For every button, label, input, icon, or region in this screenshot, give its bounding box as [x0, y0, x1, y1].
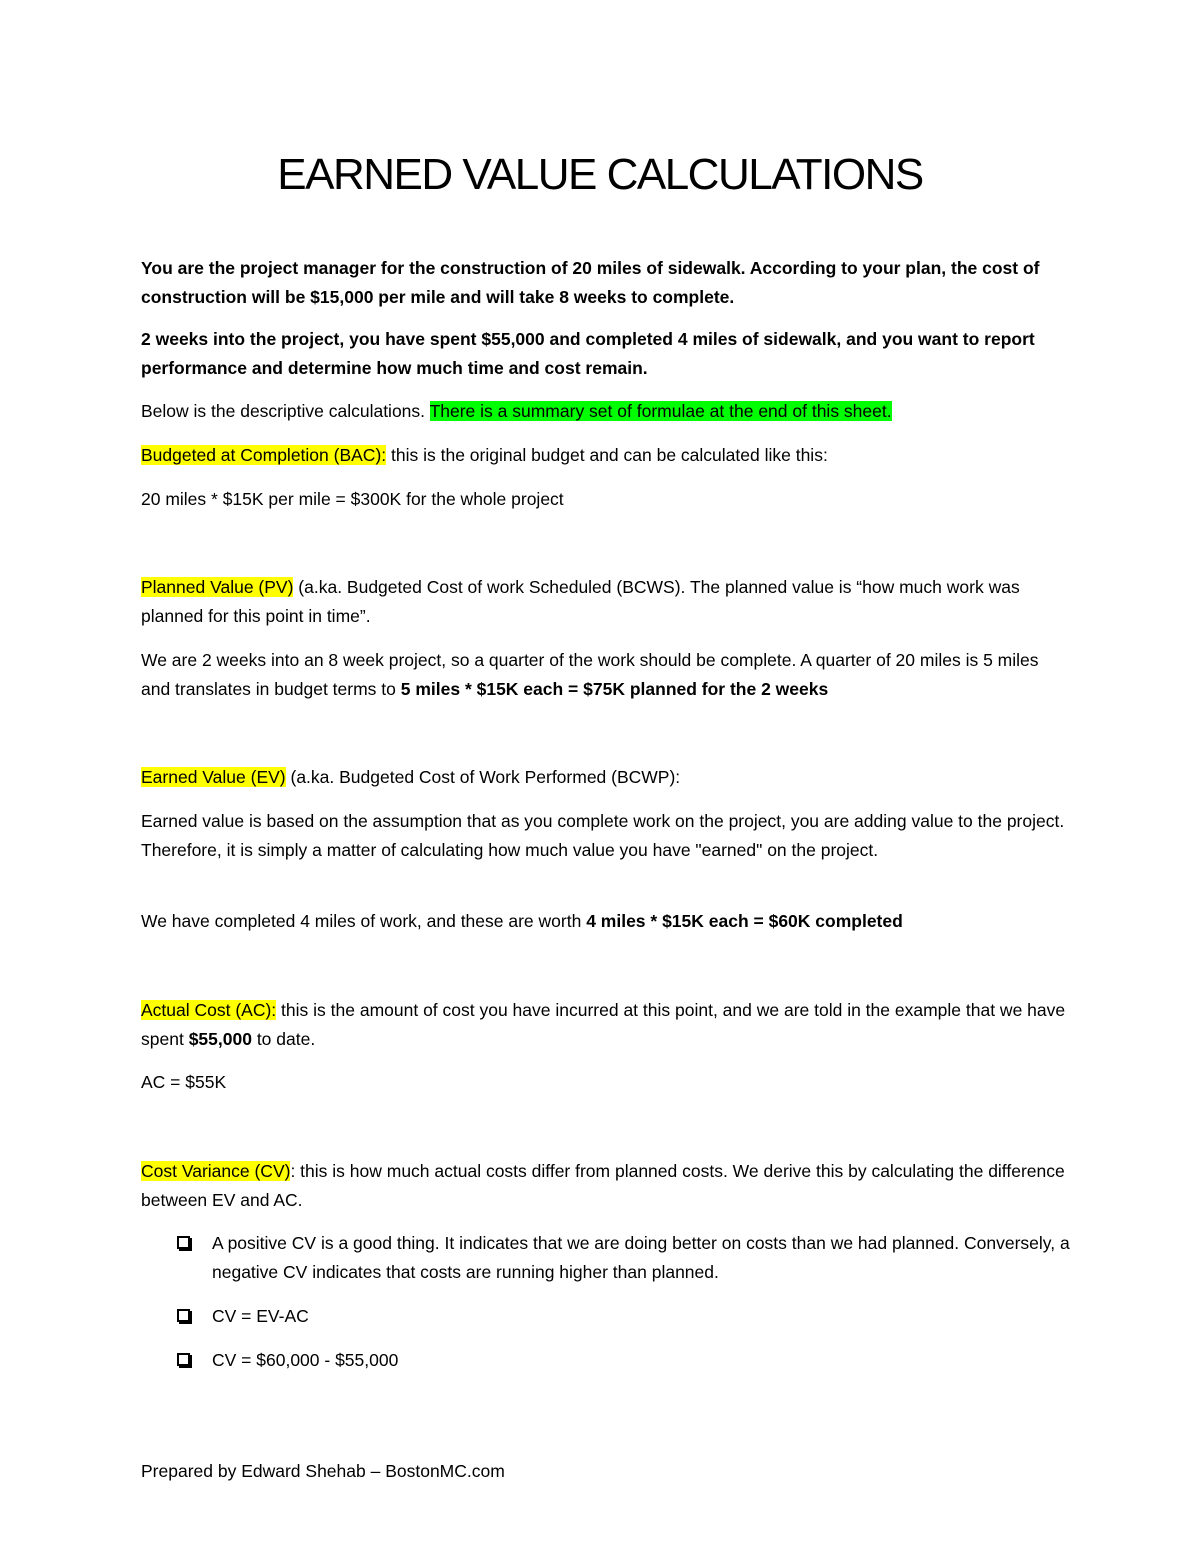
cv-bullet-3-text: CV = $60,000 - $55,000	[212, 1350, 399, 1370]
intro-paragraph-3-text: Below is the descriptive calculations.	[141, 401, 430, 421]
cv-definition	[141, 1157, 1066, 1215]
intro-paragraph-3	[141, 397, 1066, 426]
checkbox-square-icon	[177, 1236, 190, 1249]
ac-description: this is the amount of cost you have incurred at this point, and we are told in the example that we have spent	[141, 1000, 1066, 1049]
ev-calculation-line	[141, 907, 1066, 936]
intro-paragraph-1: You are the project manager for the construction of 20 miles of sidewalk. According to your plan, the cost of construction will be $15,000 per mile and will take 8 weeks to complete.	[141, 258, 1040, 307]
ac-calculation: AC = $55K	[141, 1072, 227, 1092]
pv-explanation	[141, 646, 1066, 704]
intro-paragraph-2: 2 weeks into the project, you have spent $55,000 and completed 4 miles of sidewalk, and you want to report performance and determine how much time and cost remain.	[141, 329, 1035, 378]
ev-term: Earned Value (EV)	[141, 767, 286, 787]
ac-description-end: to date.	[251, 1029, 316, 1049]
summary-note-highlight: There is a summary set of formulae at the end of this sheet.	[429, 401, 892, 421]
ev-calculation: 4 miles * $15K each = $60K completed	[586, 911, 903, 931]
pv-calculation: 5 miles * $15K each = $75K planned for the 2 weeks	[400, 679, 829, 699]
pv-description: (a.ka. Budgeted Cost of work Scheduled (BCWS). The planned value is “how much work was planned for this point in time”.	[141, 577, 1020, 626]
pv-explanation-text: We are 2 weeks into an 8 week project, so a quarter of the work should be complete. A quarter of 20 miles is 5 miles and translates in budget terms to	[141, 650, 1039, 699]
cv-bullet-2-text: CV = EV-AC	[212, 1306, 309, 1326]
page-title: EARNED VALUE CALCULATIONS	[277, 150, 923, 199]
cv-description: : this is how much actual costs differ from planned costs. We derive this by calculating the difference between EV and AC.	[141, 1161, 1065, 1210]
cv-bullet-2	[178, 1302, 1078, 1331]
ac-amount: $55,000	[188, 1029, 252, 1049]
cv-bullet-1-text: A positive CV is a good thing. It indicates that we are doing better on costs than we had planned. Conversely, a negative CV indicates that costs are running higher than planned.	[212, 1233, 1070, 1282]
pv-definition	[141, 573, 1066, 631]
ac-term: Actual Cost (AC):	[141, 1000, 277, 1020]
ev-explanation: Earned value is based on the assumption that as you complete work on the project, you are adding value to the project. Therefore, it is simply a matter of calculating how much value you have "earned" on the project.	[141, 811, 1065, 860]
ac-definition	[141, 996, 1066, 1054]
checkbox-square-icon	[177, 1309, 190, 1322]
cv-bullet-3	[178, 1346, 1078, 1375]
ev-calculation-text: We have completed 4 miles of work, and these are worth	[141, 911, 587, 931]
page-footer: Prepared by Edward Shehab – BostonMC.com	[141, 1461, 505, 1481]
ev-definition	[141, 763, 1066, 792]
cv-bullet-1	[178, 1229, 1078, 1287]
bac-term: Budgeted at Completion (BAC):	[141, 445, 387, 465]
bac-calculation: 20 miles * $15K per mile = $300K for the whole project	[141, 489, 564, 509]
ev-description: (a.ka. Budgeted Cost of Work Performed (BCWP):	[285, 767, 681, 787]
pv-term: Planned Value (PV)	[141, 577, 294, 597]
checkbox-square-icon	[177, 1353, 190, 1366]
bac-definition	[141, 441, 1066, 470]
bac-description: this is the original budget and can be calculated like this:	[386, 445, 828, 465]
cv-term: Cost Variance (CV)	[141, 1161, 291, 1181]
